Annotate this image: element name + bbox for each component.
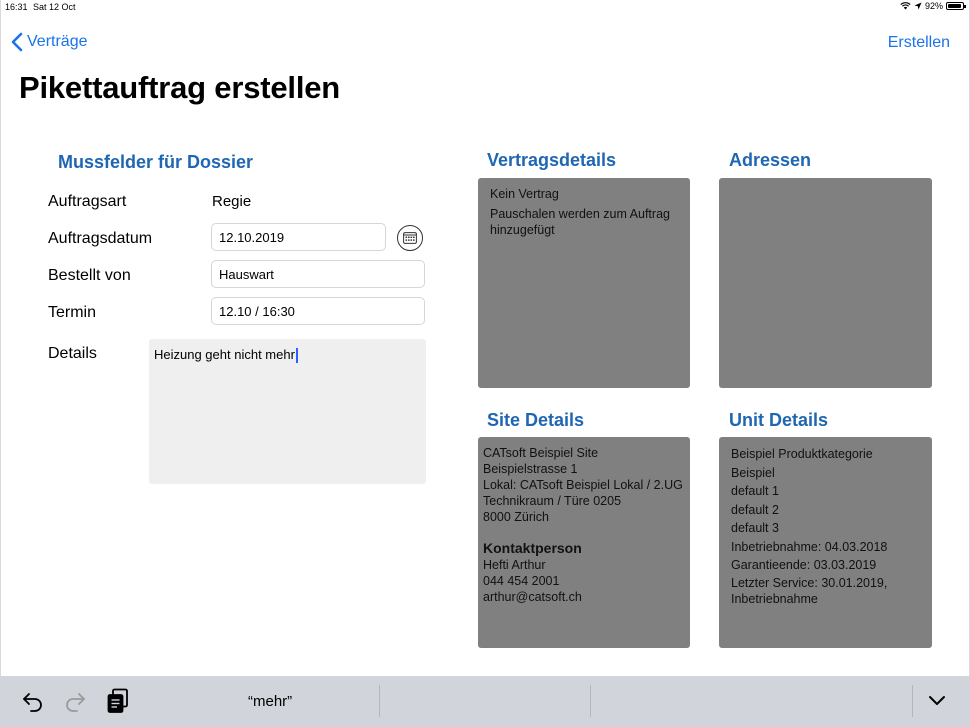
termin-field[interactable]: 12.10 / 16:30: [211, 297, 425, 325]
unit-detail-line: default 2: [731, 502, 779, 517]
details-text: Heizung geht nicht mehr: [154, 347, 295, 362]
vertrag-status: Kein Vertrag: [490, 187, 559, 201]
suggestion-divider: [590, 685, 591, 717]
bestellt-label: Bestellt von: [48, 267, 131, 284]
unit-detail-line: Beispiel: [731, 465, 775, 480]
redo-icon: [64, 690, 86, 712]
unit-detail-line: Garantieende: 03.03.2019: [731, 558, 877, 572]
site-city: 8000 Zürich: [483, 510, 550, 524]
contact-title: Kontaktperson: [483, 540, 582, 556]
unit-detail-line: Letzter Service: 30.01.2019, Inbetriebnahme: [731, 575, 888, 606]
chevron-down-icon: [928, 695, 946, 707]
suggestion-divider: [912, 685, 913, 717]
auftragsdatum-field[interactable]: 12.10.2019: [211, 223, 386, 251]
chevron-left-icon: [11, 32, 23, 52]
details-textarea[interactable]: [149, 339, 426, 484]
unit-detail-line: default 1: [731, 484, 779, 498]
status-date: Sat 12 Oct: [33, 2, 76, 12]
wifi-icon: [900, 2, 911, 10]
unit-detail-line: Beispiel Produktkategorie: [731, 447, 873, 461]
text-caret: [296, 348, 298, 363]
battery-icon: [946, 2, 964, 10]
contact-phone: 044 454 2001: [483, 574, 560, 588]
site-lokal: Lokal: CATsoft Beispiel Lokal / 2.UG Technikraum / Türe 0205: [483, 478, 683, 508]
auftragsart-label: Auftragsart: [48, 193, 127, 210]
undo-button[interactable]: [22, 690, 44, 717]
undo-icon: [22, 690, 44, 712]
adressen-panel: [719, 178, 932, 388]
contact-email: arthur@catsoft.ch: [483, 590, 582, 604]
site-details-panel: [478, 437, 690, 648]
suggestion-divider: [379, 685, 380, 717]
site-details-title: Site Details: [487, 410, 585, 430]
details-label: Details: [48, 345, 97, 362]
autocorrect-suggestion[interactable]: “mehr”: [248, 693, 293, 710]
unit-detail-line: default 3: [731, 521, 779, 535]
back-button[interactable]: [11, 32, 87, 52]
keyboard-toolbar: [0, 676, 970, 727]
create-button[interactable]: Erstellen: [887, 34, 950, 51]
unit-detail-line: Inbetriebnahme: 04.03.2018: [731, 539, 888, 554]
auftragsart-value: Regie: [212, 193, 252, 210]
paste-button[interactable]: [106, 688, 130, 719]
vertrag-note: Pauschalen werden zum Auftrag hinzugefügt: [490, 207, 670, 237]
site-name: CATsoft Beispiel Site: [483, 446, 599, 460]
vertragsdetails-title: Vertragsdetails: [487, 150, 617, 170]
calendar-button[interactable]: [397, 225, 423, 251]
contact-name: Hefti Arthur: [483, 558, 546, 572]
redo-button[interactable]: [64, 690, 86, 717]
auftragsdatum-label: Auftragsdatum: [48, 230, 153, 247]
status-right: [900, 1, 964, 11]
vertragsdetails-panel: [478, 178, 690, 388]
adressen-title: Adressen: [729, 150, 812, 170]
form-section-title: Mussfelder für Dossier: [58, 152, 254, 172]
unit-details-panel: [719, 437, 932, 648]
dismiss-keyboard-button[interactable]: [928, 694, 946, 712]
back-label: Verträge: [27, 33, 88, 50]
location-arrow-icon: [914, 2, 922, 10]
clipboard-icon: [106, 688, 130, 714]
calendar-icon: [403, 232, 417, 244]
battery-percent: 92%: [924, 1, 943, 11]
site-street: Beispielstrasse 1: [483, 462, 578, 476]
bestellt-field[interactable]: Hauswart: [211, 260, 425, 288]
termin-label: Termin: [48, 304, 97, 321]
unit-details-title: Unit Details: [729, 410, 829, 430]
page-title: Pikettauftrag erstellen: [19, 70, 341, 105]
frame-edge-left: [0, 0, 1, 727]
status-bar: [0, 0, 970, 14]
status-time: 16:31: [5, 2, 28, 12]
